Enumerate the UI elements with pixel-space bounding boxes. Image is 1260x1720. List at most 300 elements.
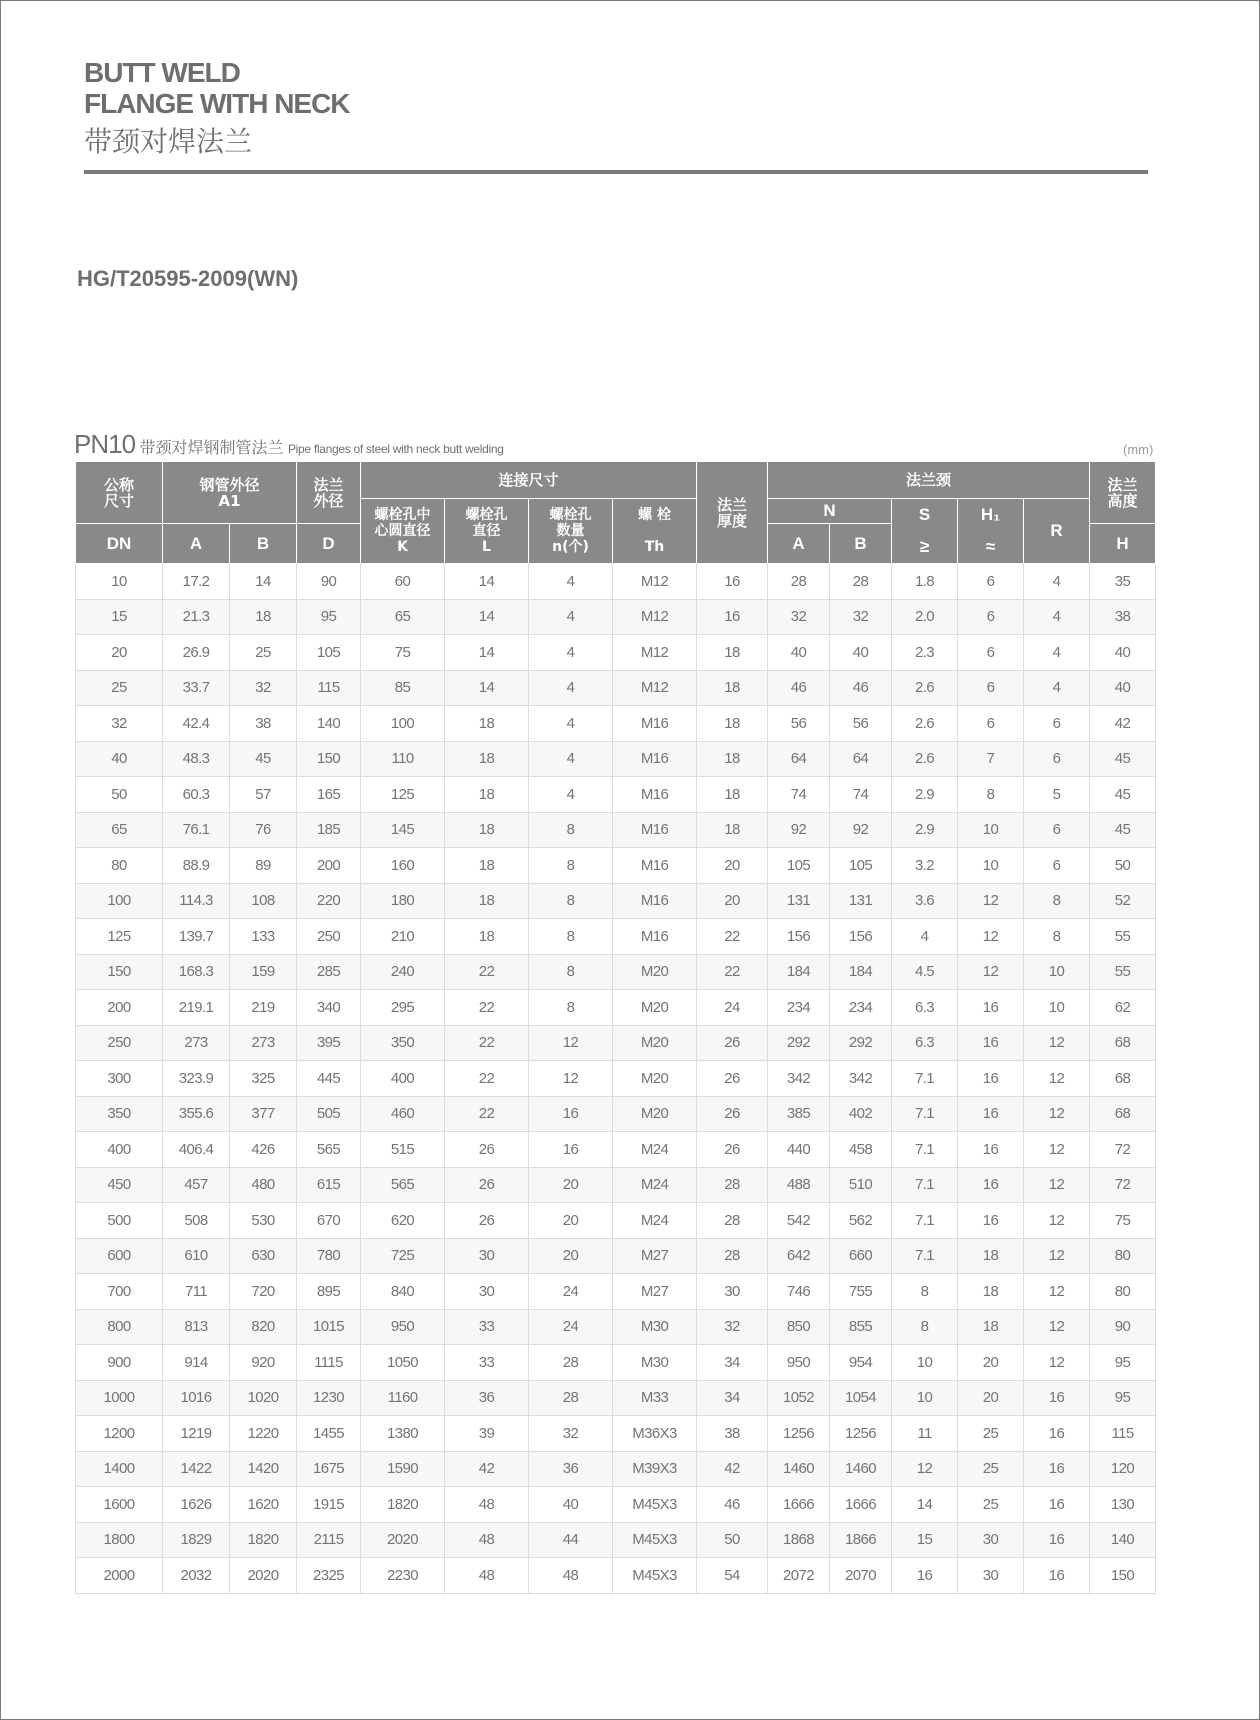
table-cell: 80: [1090, 1238, 1156, 1274]
table-cell: 68: [1090, 1025, 1156, 1061]
table-cell: 16: [1024, 1416, 1090, 1452]
table-cell: 30: [958, 1558, 1024, 1594]
table-row: [76, 1487, 1156, 1523]
table-row: [76, 1203, 1156, 1239]
table-cell: M12: [613, 599, 697, 635]
table-cell: 950: [361, 1309, 445, 1345]
table-cell: 6: [958, 706, 1024, 742]
table-cell: 150: [1090, 1558, 1156, 1594]
table-cell: 4.5: [892, 954, 958, 990]
table-cell: 2032: [163, 1558, 230, 1594]
table-cell: 2.6: [892, 670, 958, 706]
table-cell: 720: [230, 1274, 297, 1310]
table-cell: 8: [529, 812, 613, 848]
header-connection: 连接尺寸: [361, 462, 697, 499]
table-cell: 18: [697, 812, 768, 848]
table-cell: 3.6: [892, 883, 958, 919]
table-cell: 1820: [230, 1522, 297, 1558]
table-cell: 273: [163, 1025, 230, 1061]
table-cell: 125: [361, 777, 445, 813]
table-cell: 610: [163, 1238, 230, 1274]
table-cell: 8: [529, 919, 613, 955]
table-row: [76, 812, 1156, 848]
table-cell: 458: [830, 1132, 892, 1168]
table-cell: 24: [529, 1274, 613, 1310]
table-row: [76, 1167, 1156, 1203]
table-cell: 1666: [768, 1487, 830, 1523]
table-cell: 508: [163, 1203, 230, 1239]
table-cell: 32: [768, 599, 830, 635]
table-cell: 5: [1024, 777, 1090, 813]
table-cell: 1666: [830, 1487, 892, 1523]
table-cell: 120: [1090, 1451, 1156, 1487]
table-cell: 18: [445, 883, 529, 919]
table-cell: 250: [297, 919, 361, 955]
table-cell: 45: [1090, 741, 1156, 777]
table-cell: 74: [830, 777, 892, 813]
table-cell: 184: [768, 954, 830, 990]
table-cell: 2.6: [892, 706, 958, 742]
header-flange-od: 法兰 外径: [297, 462, 361, 524]
table-cell: 159: [230, 954, 297, 990]
table-cell: 40: [76, 741, 163, 777]
table-cell: 234: [768, 990, 830, 1026]
table-cell: 42: [697, 1451, 768, 1487]
table-cell: 4: [529, 599, 613, 635]
header-code-h: H: [1090, 524, 1156, 564]
table-cell: 10: [958, 848, 1024, 884]
table-cell: 108: [230, 883, 297, 919]
table-cell: 6: [958, 599, 1024, 635]
table-cell: 240: [361, 954, 445, 990]
table-cell: 140: [297, 706, 361, 742]
table-cell: M16: [613, 741, 697, 777]
table-cell: 4: [1024, 599, 1090, 635]
table-cell: 64: [768, 741, 830, 777]
table-cell: 1820: [361, 1487, 445, 1523]
header-neck: 法兰颈: [768, 462, 1090, 499]
table-cell: 36: [529, 1451, 613, 1487]
table-cell: 342: [830, 1061, 892, 1097]
table-cell: 12: [529, 1025, 613, 1061]
table-cell: 1256: [768, 1416, 830, 1452]
table-cell: 18: [697, 777, 768, 813]
table-cell: M45X3: [613, 1522, 697, 1558]
table-cell: 12: [958, 919, 1024, 955]
table-cell: 22: [445, 1061, 529, 1097]
table-cell: 6: [1024, 812, 1090, 848]
table-cell: 385: [768, 1096, 830, 1132]
table-cell: M20: [613, 954, 697, 990]
header-neck-s: S ≥: [892, 499, 958, 564]
table-cell: 40: [830, 635, 892, 671]
table-cell: 145: [361, 812, 445, 848]
table-cell: 219: [230, 990, 297, 1026]
table-cell: 855: [830, 1309, 892, 1345]
table-cell: 18: [445, 848, 529, 884]
table-cell: 50: [1090, 848, 1156, 884]
table-cell: 48.3: [163, 741, 230, 777]
table-cell: 34: [697, 1345, 768, 1381]
table-cell: 42: [1090, 706, 1156, 742]
table-cell: 12: [1024, 1309, 1090, 1345]
table-cell: M24: [613, 1167, 697, 1203]
table-cell: 8: [529, 990, 613, 1026]
table-cell: 6: [1024, 741, 1090, 777]
table-cell: 64: [830, 741, 892, 777]
table-cell: 395: [297, 1025, 361, 1061]
table-cell: 16: [697, 599, 768, 635]
table-cell: 105: [768, 848, 830, 884]
table-cell: 18: [958, 1274, 1024, 1310]
table-cell: 711: [163, 1274, 230, 1310]
table-cell: 515: [361, 1132, 445, 1168]
table-cell: 820: [230, 1309, 297, 1345]
table-cell: 3.2: [892, 848, 958, 884]
table-cell: 133: [230, 919, 297, 955]
table-cell: 7.1: [892, 1167, 958, 1203]
table-cell: 180: [361, 883, 445, 919]
table-cell: 131: [830, 883, 892, 919]
table-cell: 1800: [76, 1522, 163, 1558]
table-cell: 100: [76, 883, 163, 919]
table-cell: 72: [1090, 1167, 1156, 1203]
table-cell: 28: [529, 1345, 613, 1381]
table-cell: 1829: [163, 1522, 230, 1558]
table-cell: 16: [1024, 1558, 1090, 1594]
table-cell: 1015: [297, 1309, 361, 1345]
table-cell: 12: [1024, 1238, 1090, 1274]
flange-dimension-table: [75, 461, 1156, 1594]
table-cell: 48: [445, 1487, 529, 1523]
table-cell: 1050: [361, 1345, 445, 1381]
table-cell: 20: [958, 1345, 1024, 1381]
table-cell: M36X3: [613, 1416, 697, 1452]
table-cell: 20: [529, 1167, 613, 1203]
table-cell: 7.1: [892, 1061, 958, 1097]
table-cell: 28: [529, 1380, 613, 1416]
header-thickness: 法兰 厚度: [697, 462, 768, 564]
table-cell: 1600: [76, 1487, 163, 1523]
table-cell: M20: [613, 990, 697, 1026]
table-cell: 6: [1024, 848, 1090, 884]
table-cell: 22: [697, 954, 768, 990]
table-cell: 2070: [830, 1558, 892, 1594]
table-cell: 1200: [76, 1416, 163, 1452]
table-row: [76, 848, 1156, 884]
title-divider: [84, 170, 1148, 174]
table-cell: 140: [1090, 1522, 1156, 1558]
table-row: [76, 1380, 1156, 1416]
table-cell: 139.7: [163, 919, 230, 955]
table-cell: 2072: [768, 1558, 830, 1594]
table-cell: 25: [76, 670, 163, 706]
table-cell: 16: [958, 1167, 1024, 1203]
table-cell: 90: [297, 564, 361, 600]
table-cell: 4: [1024, 670, 1090, 706]
table-cell: M30: [613, 1345, 697, 1381]
table-cell: 4: [529, 635, 613, 671]
table-cell: 1220: [230, 1416, 297, 1452]
table-cell: 46: [768, 670, 830, 706]
table-cell: 156: [768, 919, 830, 955]
table-cell: 50: [697, 1522, 768, 1558]
table-cell: 38: [230, 706, 297, 742]
table-cell: 75: [1090, 1203, 1156, 1239]
table-cell: 30: [445, 1238, 529, 1274]
table-cell: M12: [613, 564, 697, 600]
table-cell: 16: [1024, 1451, 1090, 1487]
table-cell: 22: [445, 1096, 529, 1132]
table-cell: 14: [445, 670, 529, 706]
table-cell: 402: [830, 1096, 892, 1132]
table-cell: 670: [297, 1203, 361, 1239]
table-cell: 12: [1024, 1096, 1090, 1132]
table-row: [76, 1451, 1156, 1487]
table-cell: 292: [830, 1025, 892, 1061]
table-cell: 6: [1024, 706, 1090, 742]
table-cell: 68: [1090, 1096, 1156, 1132]
table-cell: 45: [1090, 812, 1156, 848]
table-cell: 39: [445, 1416, 529, 1452]
table-cell: 20: [76, 635, 163, 671]
pressure-rating: PN10: [74, 429, 136, 459]
table-cell: 1230: [297, 1380, 361, 1416]
table-cell: 12: [529, 1061, 613, 1097]
header-bolt-hole-count: 螺栓孔 数量 n(个): [529, 499, 613, 564]
table-cell: 35: [1090, 564, 1156, 600]
table-cell: 89: [230, 848, 297, 884]
table-cell: 840: [361, 1274, 445, 1310]
table-cell: 114.3: [163, 883, 230, 919]
table-cell: 28: [768, 564, 830, 600]
table-cell: 92: [768, 812, 830, 848]
table-row: [76, 777, 1156, 813]
table-cell: 300: [76, 1061, 163, 1097]
table-cell: 14: [445, 635, 529, 671]
table-cell: 530: [230, 1203, 297, 1239]
table-cell: 562: [830, 1203, 892, 1239]
table-cell: 30: [958, 1522, 1024, 1558]
table-cell: 75: [361, 635, 445, 671]
table-cell: M16: [613, 919, 697, 955]
table-cell: 342: [768, 1061, 830, 1097]
table-cell: M24: [613, 1203, 697, 1239]
table-cell: 18: [445, 919, 529, 955]
table-cell: 295: [361, 990, 445, 1026]
table-cell: M45X3: [613, 1558, 697, 1594]
table-cell: 500: [76, 1203, 163, 1239]
table-cell: 895: [297, 1274, 361, 1310]
table-cell: 2.3: [892, 635, 958, 671]
table-cell: M12: [613, 635, 697, 671]
table-cell: 565: [361, 1167, 445, 1203]
table-cell: 600: [76, 1238, 163, 1274]
table-cell: 20: [958, 1380, 1024, 1416]
table-cell: 2020: [230, 1558, 297, 1594]
table-cell: 38: [1090, 599, 1156, 635]
table-cell: 323.9: [163, 1061, 230, 1097]
table-cell: 954: [830, 1345, 892, 1381]
table-cell: 273: [230, 1025, 297, 1061]
table-cell: 90: [1090, 1309, 1156, 1345]
table-cell: 85: [361, 670, 445, 706]
table-row: [76, 599, 1156, 635]
table-cell: 100: [361, 706, 445, 742]
table-cell: 130: [1090, 1487, 1156, 1523]
table-cell: 234: [830, 990, 892, 1026]
table-cell: 14: [445, 599, 529, 635]
table-cell: 40: [529, 1487, 613, 1523]
table-cell: 219.1: [163, 990, 230, 1026]
table-cell: 6: [958, 635, 1024, 671]
table-cell: 355.6: [163, 1096, 230, 1132]
table-cell: 18: [697, 706, 768, 742]
table-cell: 46: [830, 670, 892, 706]
table-cell: 33.7: [163, 670, 230, 706]
table-cell: 18: [230, 599, 297, 635]
table-cell: 7.1: [892, 1096, 958, 1132]
table-cell: 16: [1024, 1522, 1090, 1558]
table-cell: 25: [958, 1451, 1024, 1487]
table-cell: 26.9: [163, 635, 230, 671]
title-english-line2: FLANGE WITH NECK: [84, 88, 350, 119]
table-cell: 160: [361, 848, 445, 884]
table-cell: 8: [529, 883, 613, 919]
table-row: [76, 954, 1156, 990]
table-cell: 350: [361, 1025, 445, 1061]
table-cell: 1460: [768, 1451, 830, 1487]
table-row: [76, 741, 1156, 777]
table-cell: 12: [892, 1451, 958, 1487]
table-cell: 55: [1090, 954, 1156, 990]
table-cell: 10: [1024, 990, 1090, 1026]
table-cell: 920: [230, 1345, 297, 1381]
table-cell: 165: [297, 777, 361, 813]
table-cell: 36: [445, 1380, 529, 1416]
table-cell: 115: [297, 670, 361, 706]
table-cell: 8: [529, 954, 613, 990]
table-cell: 18: [697, 670, 768, 706]
table-cell: 80: [1090, 1274, 1156, 1310]
table-cell: 68: [1090, 1061, 1156, 1097]
table-cell: 1460: [830, 1451, 892, 1487]
table-cell: 4: [892, 919, 958, 955]
table-cell: 1675: [297, 1451, 361, 1487]
table-cell: 2020: [361, 1522, 445, 1558]
table-row: [76, 919, 1156, 955]
table-cell: 18: [445, 741, 529, 777]
table-cell: M16: [613, 848, 697, 884]
table-row: [76, 1025, 1156, 1061]
table-cell: 6: [958, 670, 1024, 706]
table-cell: 62: [1090, 990, 1156, 1026]
table-cell: 426: [230, 1132, 297, 1168]
table-cell: 1626: [163, 1487, 230, 1523]
table-cell: 46: [697, 1487, 768, 1523]
table-cell: 7.1: [892, 1238, 958, 1274]
table-cell: 28: [697, 1167, 768, 1203]
table-cell: 542: [768, 1203, 830, 1239]
table-cell: 4: [1024, 635, 1090, 671]
table-cell: 32: [830, 599, 892, 635]
table-cell: 25: [958, 1487, 1024, 1523]
header-height: 法兰 高度: [1090, 462, 1156, 524]
table-cell: M20: [613, 1061, 697, 1097]
table-cell: 400: [76, 1132, 163, 1168]
table-cell: 18: [697, 635, 768, 671]
table-cell: 6.3: [892, 990, 958, 1026]
table-cell: 40: [1090, 635, 1156, 671]
table-cell: 52: [1090, 883, 1156, 919]
header-neck-h1: H₁ ≈: [958, 499, 1024, 564]
table-cell: 12: [1024, 1345, 1090, 1381]
table-cell: 50: [76, 777, 163, 813]
table-cell: 184: [830, 954, 892, 990]
table-cell: 22: [445, 954, 529, 990]
table-cell: 505: [297, 1096, 361, 1132]
table-cell: M39X3: [613, 1451, 697, 1487]
table-cell: 620: [361, 1203, 445, 1239]
table-cell: 48: [529, 1558, 613, 1594]
table-cell: 2000: [76, 1558, 163, 1594]
table-cell: 7: [958, 741, 1024, 777]
table-cell: 40: [768, 635, 830, 671]
table-cell: 45: [1090, 777, 1156, 813]
table-cell: 642: [768, 1238, 830, 1274]
table-cell: 457: [163, 1167, 230, 1203]
table-cell: 1868: [768, 1522, 830, 1558]
table-cell: 16: [529, 1096, 613, 1132]
table-cell: 38: [697, 1416, 768, 1452]
table-cell: 76.1: [163, 812, 230, 848]
table-cell: 12: [1024, 1132, 1090, 1168]
table-row: [76, 990, 1156, 1026]
table-cell: 18: [697, 741, 768, 777]
table-cell: 28: [697, 1203, 768, 1239]
table-cell: 1115: [297, 1345, 361, 1381]
caption-english: Pipe flanges of steel with neck butt welding: [287, 442, 504, 456]
table-cell: 1380: [361, 1416, 445, 1452]
table-cell: 7.1: [892, 1132, 958, 1168]
table-cell: 1020: [230, 1380, 297, 1416]
table-cell: 8: [1024, 919, 1090, 955]
table-cell: 210: [361, 919, 445, 955]
table-cell: 16: [697, 564, 768, 600]
table-cell: 1590: [361, 1451, 445, 1487]
table-cell: 22: [697, 919, 768, 955]
table-cell: 1866: [830, 1522, 892, 1558]
table-cell: 45: [230, 741, 297, 777]
table-cell: 725: [361, 1238, 445, 1274]
table-cell: 33: [445, 1345, 529, 1381]
table-cell: 4: [529, 670, 613, 706]
table-cell: 33: [445, 1309, 529, 1345]
table-cell: 44: [529, 1522, 613, 1558]
table-cell: 406.4: [163, 1132, 230, 1168]
table-cell: 76: [230, 812, 297, 848]
table-row: [76, 1061, 1156, 1097]
table-row: [76, 1274, 1156, 1310]
table-cell: 60: [361, 564, 445, 600]
table-cell: 150: [297, 741, 361, 777]
header-code-a: A: [163, 524, 230, 564]
table-cell: 30: [697, 1274, 768, 1310]
table-cell: 32: [697, 1309, 768, 1345]
table-cell: 95: [1090, 1345, 1156, 1381]
table-cell: 65: [361, 599, 445, 635]
table-cell: 2.9: [892, 812, 958, 848]
